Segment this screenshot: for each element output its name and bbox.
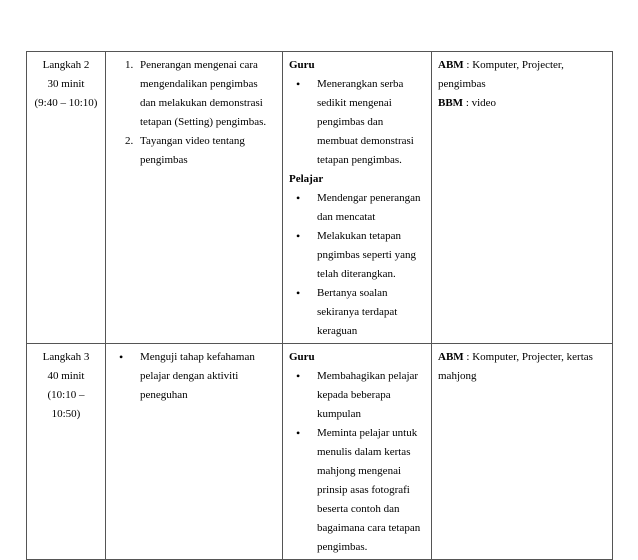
abm-line — [438, 348, 606, 386]
list-item: • Menerangkan serba sedikit mengenai pengimbas dan membuat demonstrasi tetapan pengimbas. — [313, 75, 425, 170]
content-list — [112, 348, 276, 405]
abm-label: ABM — [438, 59, 464, 71]
step-time: (9:40 – 10:10) — [34, 97, 98, 109]
activity-cell — [283, 344, 432, 560]
pelajar-label: Pelajar — [289, 173, 324, 185]
list-item: • Membahagikan pelajar kepada beberapa kumpulan — [313, 367, 425, 424]
list-item: • Mendengar penerangan dan mencatat — [313, 189, 425, 227]
list-item: 2. Tayangan video tentang pengimbas — [136, 132, 276, 170]
step-time: (10:10 – 10:50) — [47, 389, 85, 420]
step-cell — [27, 344, 106, 560]
content-cell — [106, 344, 283, 560]
bbm-text: : video — [463, 97, 497, 109]
content-cell — [106, 52, 283, 344]
lesson-plan-table — [26, 51, 613, 560]
guru-list — [289, 75, 425, 170]
abm-text: : Komputer, Projecter, kertas mahjong — [438, 351, 593, 382]
step-duration: 30 minit — [47, 78, 85, 90]
list-item: • Melakukan tetapan pngimbas seperti yang telah diterangkan. — [313, 227, 425, 284]
list-item: • Meminta pelajar untuk menulis dalam kertas mahjong mengenai prinsip asas fotografi beserta contoh dan bagaimana cara tetapan pengimbas. — [313, 424, 425, 557]
table-row — [27, 52, 613, 344]
list-item: • Bertanya soalan sekiranya terdapat keraguan — [313, 284, 425, 341]
list-item: 1. Penerangan mengenai cara mengendalikan pengimbas dan melakukan demonstrasi tetapan (Setting) pengimbas. — [136, 56, 276, 132]
list-item: • Menguji tahap kefahaman pelajar dengan aktiviti peneguhan — [136, 348, 276, 405]
guru-label: Guru — [289, 59, 315, 71]
pelajar-list — [289, 189, 425, 341]
guru-label: Guru — [289, 351, 315, 363]
abm-label: ABM — [438, 351, 464, 363]
resources-cell — [432, 344, 613, 560]
activity-cell — [283, 52, 432, 344]
step-title: Langkah 3 — [42, 351, 90, 363]
content-list — [112, 56, 276, 170]
bbm-line — [438, 94, 606, 113]
step-title: Langkah 2 — [42, 59, 90, 71]
bbm-label: BBM — [438, 97, 464, 109]
abm-text: : Komputer, Projecter, pengimbas — [438, 59, 564, 90]
resources-cell — [432, 52, 613, 344]
step-duration: 40 minit — [47, 370, 85, 382]
abm-line — [438, 56, 606, 94]
table-row — [27, 344, 613, 560]
step-cell — [27, 52, 106, 344]
guru-list — [289, 367, 425, 557]
